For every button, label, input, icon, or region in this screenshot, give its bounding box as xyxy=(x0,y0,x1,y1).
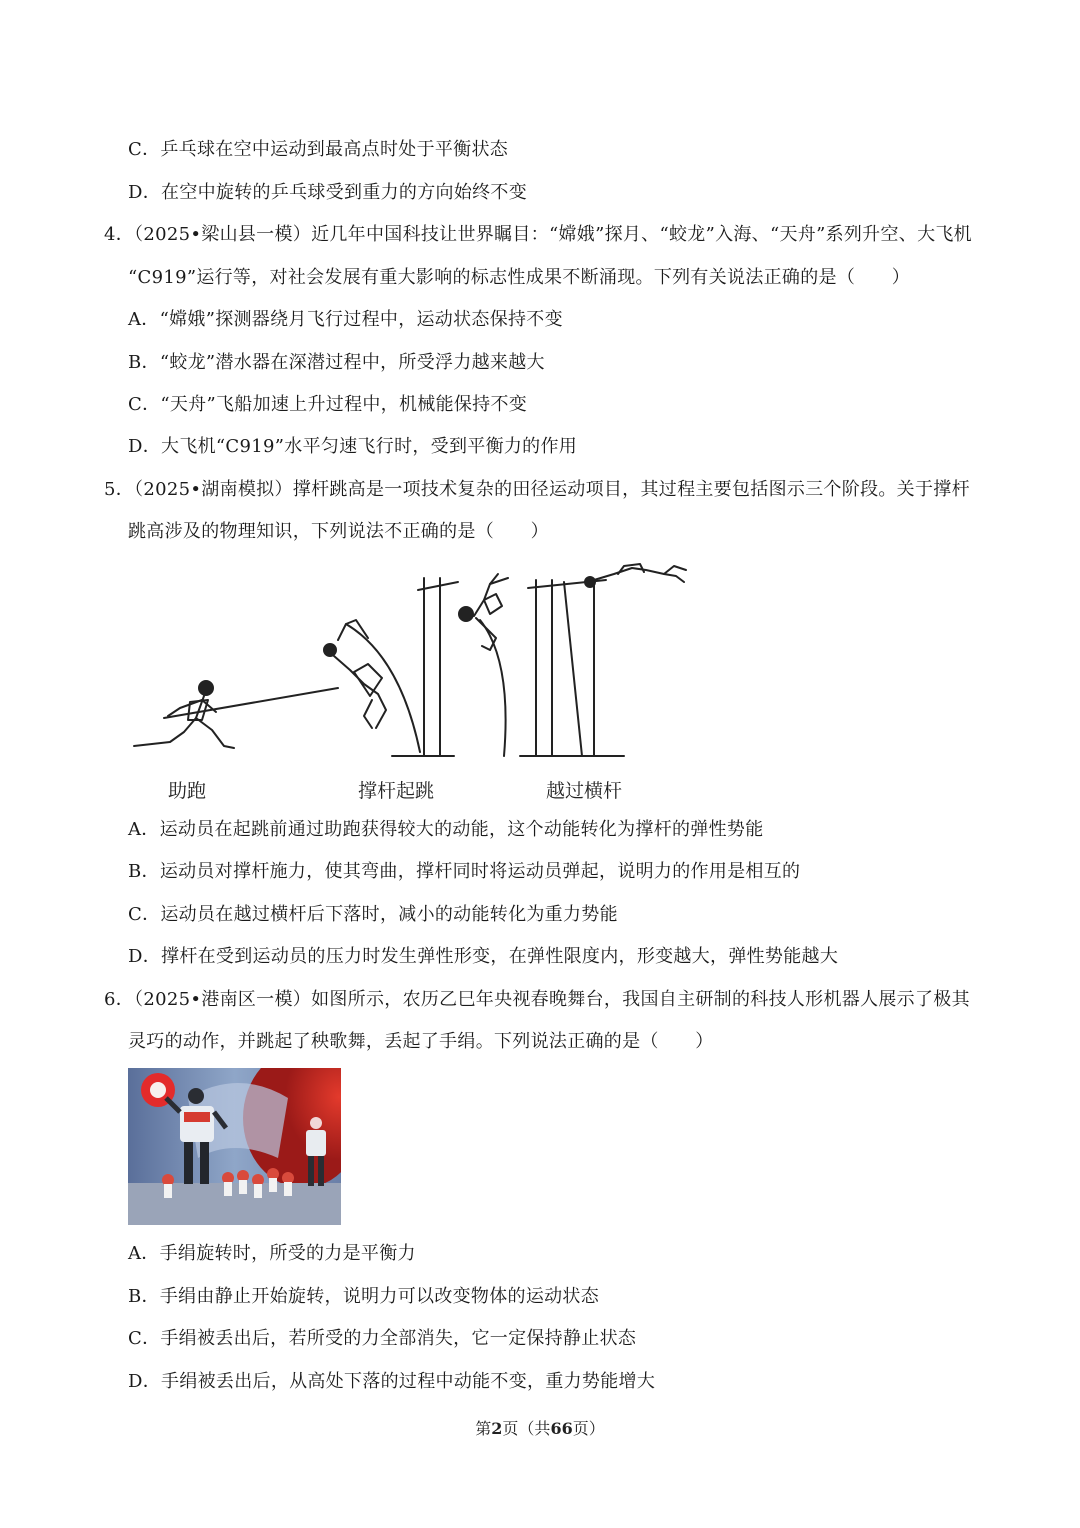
robot-dance-photo xyxy=(128,1068,341,1225)
q5-option-a: A．运动员在起跳前通过助跑获得较大的动能，这个动能转化为撑杆的弹性势能 xyxy=(128,819,764,840)
q4-stem-line1: 4．（2025•梁山县一模）近几年中国科技让世界瞩目：“嫦娥”探月、“蛟龙”入海、“天舟”系列升空、大飞机 xyxy=(104,224,972,245)
q6-stem-line1: 6．（2025•港南区一模）如图所示，农历乙巳年央视春晚舞台，我国自主研制的科技人形机器人展示了极其 xyxy=(104,989,970,1010)
pole-vault-figure xyxy=(124,560,704,770)
footer-suffix: 页） xyxy=(572,1419,605,1438)
q6-option-c: C．手绢被丢出后，若所受的力全部消失，它一定保持静止状态 xyxy=(128,1328,637,1349)
q4-option-a: A．“嫦娥”探测器绕月飞行过程中，运动状态保持不变 xyxy=(128,309,563,330)
footer-prefix: 第 xyxy=(475,1419,492,1438)
q5-option-b: B．运动员对撑杆施力，使其弯曲，撑杆同时将运动员弹起，说明力的作用是相互的 xyxy=(128,861,801,882)
q3-option-c: C．乒乓球在空中运动到最高点时处于平衡状态 xyxy=(128,139,509,160)
footer-mid: 页（共 xyxy=(502,1419,551,1438)
q3-option-d: D．在空中旋转的乒乓球受到重力的方向始终不变 xyxy=(128,182,528,203)
q4-option-b: B．“蛟龙”潜水器在深潜过程中，所受浮力越来越大 xyxy=(128,352,545,373)
q4-stem-line2: “C919”运行等，对社会发展有重大影响的标志性成果不断涌现。下列有关说法正确的是（ ） xyxy=(128,267,911,288)
q4-option-d: D．大飞机“C919”水平匀速飞行时，受到平衡力的作用 xyxy=(128,436,578,457)
q5-option-d: D．撑杆在受到运动员的压力时发生弹性形变，在弹性限度内，形变越大，弹性势能越大 xyxy=(128,946,839,967)
q6-option-d: D．手绢被丢出后，从高处下落的过程中动能不变，重力势能增大 xyxy=(128,1371,656,1392)
q5-option-c: C．运动员在越过横杆后下落时，减小的动能转化为重力势能 xyxy=(128,904,618,925)
q6-option-a: A．手绢旋转时，所受的力是平衡力 xyxy=(128,1243,416,1264)
page-footer xyxy=(0,1416,1080,1439)
q6-option-b: B．手绢由静止开始旋转，说明力可以改变物体的运动状态 xyxy=(128,1286,600,1307)
over-bar-figure xyxy=(585,564,686,587)
figure-label-clear-bar: 越过横杆 xyxy=(546,780,623,802)
footer-page-number: 2 xyxy=(491,1419,503,1438)
q5-stem-line1: 5．（2025•湖南模拟）撑杆跳高是一项技术复杂的田径运动项目，其过程主要包括图示三个阶段。关于撑杆 xyxy=(104,479,970,500)
figure-label-takeoff: 撑杆起跳 xyxy=(358,780,435,802)
takeoff-figure xyxy=(324,620,420,752)
footer-total-pages: 66 xyxy=(550,1419,573,1438)
runner-figure xyxy=(134,681,338,748)
q4-option-c: C．“天舟”飞船加速上升过程中，机械能保持不变 xyxy=(128,394,528,415)
figure-label-run: 助跑 xyxy=(168,780,207,802)
q6-stem-line2: 灵巧的动作，并跳起了秧歌舞，丢起了手绢。下列说法正确的是（ ） xyxy=(128,1031,714,1052)
q5-stem-line2: 跳高涉及的物理知识，下列说法不正确的是（ ） xyxy=(128,521,549,542)
inverted-figure xyxy=(459,574,508,756)
